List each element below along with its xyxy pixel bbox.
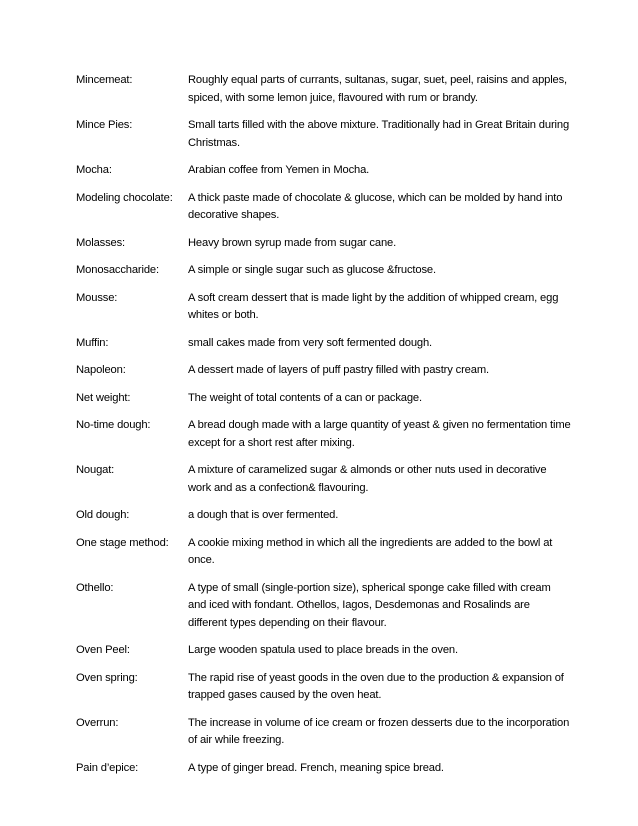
glossary-entry bbox=[76, 335, 571, 353]
glossary-entry bbox=[76, 72, 571, 107]
glossary-definition: Roughly equal parts of currants, sultanas, sugar, suet, peel, raisins and apples, spiced, with some lemon juice, flavoured with rum or brandy. bbox=[188, 74, 568, 104]
glossary-term: Oven Peel: bbox=[76, 644, 130, 656]
glossary-term: Old dough: bbox=[76, 509, 130, 521]
glossary-entry bbox=[76, 235, 571, 253]
glossary-term: Net weight: bbox=[76, 391, 131, 404]
glossary-definition: Arabian coffee from Yemen in Mocha. bbox=[188, 164, 370, 176]
glossary-entry bbox=[76, 290, 571, 325]
glossary-entry bbox=[76, 190, 571, 225]
glossary-definition: small cakes made from very soft fermented dough. bbox=[188, 336, 433, 349]
glossary-entry bbox=[76, 670, 571, 705]
glossary-term: Muffin: bbox=[76, 336, 109, 349]
glossary-term: Molasses: bbox=[76, 236, 126, 249]
glossary-term: Mincemeat: bbox=[76, 74, 133, 86]
glossary-term: Othello: bbox=[76, 581, 114, 594]
glossary-definition: The weight of total contents of a can or package. bbox=[188, 391, 422, 404]
glossary-entry bbox=[76, 462, 571, 497]
glossary-definition: The increase in volume of ice cream or frozen desserts due to the incorporation of air while freezing. bbox=[188, 716, 570, 746]
glossary-term: Nougat: bbox=[76, 464, 115, 476]
glossary-definition: A cookie mixing method in which all the ingredients are added to the bowl at once. bbox=[188, 536, 553, 566]
glossary-definition: Large wooden spatula used to place breads in the oven. bbox=[188, 644, 458, 656]
glossary-definition: Heavy brown syrup made from sugar cane. bbox=[188, 236, 397, 249]
glossary-entry bbox=[76, 580, 571, 633]
glossary-entry bbox=[76, 642, 571, 660]
glossary-definition: A soft cream dessert that is made light by the addition of whipped cream, egg whites or both. bbox=[188, 291, 559, 321]
glossary-definition: Small tarts filled with the above mixture. Traditionally had in Great Britain during Christmas. bbox=[188, 119, 570, 149]
glossary-definition: A type of ginger bread. French, meaning spice bread. bbox=[188, 761, 444, 774]
glossary-definition: The rapid rise of yeast goods in the oven due to the production & expansion of trapped gases caused by the oven heat. bbox=[188, 671, 564, 701]
glossary-term: One stage method: bbox=[76, 536, 169, 549]
glossary-term: Mince Pies: bbox=[76, 119, 133, 131]
glossary-definition: A dessert made of layers of puff pastry filled with pastry cream. bbox=[188, 364, 489, 376]
glossary-entry bbox=[76, 362, 571, 380]
glossary-entry bbox=[76, 162, 571, 180]
glossary-definition: a dough that is over fermented. bbox=[188, 509, 339, 521]
glossary-definition: A simple or single sugar such as glucose &fructose. bbox=[188, 264, 436, 276]
glossary-entry bbox=[76, 715, 571, 750]
glossary-list bbox=[76, 72, 571, 777]
glossary-term: No-time dough: bbox=[76, 419, 151, 431]
glossary-entry bbox=[76, 262, 571, 280]
glossary-entry bbox=[76, 417, 571, 452]
glossary-term: Modeling chocolate: bbox=[76, 191, 173, 204]
glossary-definition: A bread dough made with a large quantity of yeast & given no fermentation time except for a short rest after mixing. bbox=[188, 419, 571, 449]
glossary-term: Monosaccharide: bbox=[76, 264, 159, 276]
glossary-term: Napoleon: bbox=[76, 364, 126, 376]
glossary-term: Overrun: bbox=[76, 716, 119, 729]
glossary-term: Mocha: bbox=[76, 164, 112, 176]
glossary-entry bbox=[76, 760, 571, 778]
glossary-entry bbox=[76, 390, 571, 408]
glossary-definition: A mixture of caramelized sugar & almonds or other nuts used in decorative work and as a confection& flavouring. bbox=[188, 464, 547, 494]
glossary-definition: A type of small (single-portion size), spherical sponge cake filled with cream and iced with fondant. Othellos, Iagos, Desdemonas and Rosalinds are different types depending on their flavour. bbox=[188, 581, 551, 629]
glossary-term: Pain d’epice: bbox=[76, 761, 139, 774]
glossary-definition: A thick paste made of chocolate & glucose, which can be molded by hand into decorative shapes. bbox=[188, 191, 563, 221]
glossary-term: Oven spring: bbox=[76, 671, 138, 684]
glossary-entry bbox=[76, 535, 571, 570]
glossary-entry bbox=[76, 507, 571, 525]
glossary-term: Mousse: bbox=[76, 291, 118, 304]
glossary-entry bbox=[76, 117, 571, 152]
